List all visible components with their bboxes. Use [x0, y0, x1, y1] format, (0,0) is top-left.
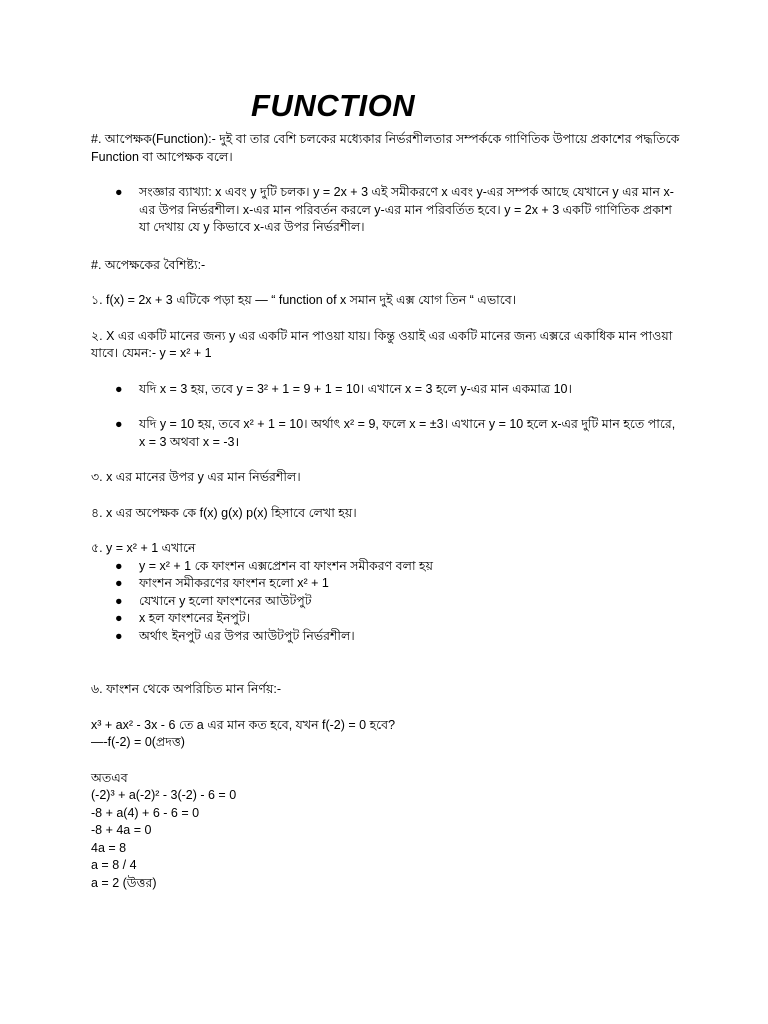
- feature-5-list: [91, 558, 681, 646]
- feature-4: ৪. x এর অপেক্ষক কে f(x) g(x) p(x) হিসাবে লেখা হয়।: [91, 505, 357, 520]
- feature-2-list: [91, 381, 681, 399]
- bullet-icon: ●: [115, 417, 123, 431]
- list-item-text: যদি x = 3 হয়, তবে y = 3² + 1 = 9 + 1 = 10। এখানে x = 3 হলে y-এর মান একমাত্র 10।: [139, 381, 572, 396]
- list-item-text: x হল ফাংশনের ইনপুট।: [139, 611, 251, 625]
- worked-example: [91, 717, 681, 893]
- list-item: [91, 575, 681, 593]
- given-condition: —-f(-2) = 0(প্রদত্ত): [91, 735, 185, 749]
- solution-step: (-2)³ + a(-2)² - 3(-2) - 6 = 0: [91, 788, 237, 802]
- bullet-icon: ●: [115, 185, 123, 199]
- bullet-icon: ●: [115, 628, 123, 643]
- list-item-text: যেখানে y হলো ফাংশনের আউটপুট: [139, 593, 312, 608]
- feature-2-list-2: [91, 416, 681, 451]
- bullet-icon: ●: [115, 381, 123, 396]
- list-item: [91, 628, 681, 646]
- list-item: [91, 610, 681, 628]
- definition-list: [91, 184, 681, 237]
- bullet-icon: ●: [115, 611, 123, 625]
- document-body: [91, 131, 681, 892]
- page-title: FUNCTION: [251, 88, 416, 123]
- list-item: [91, 558, 681, 576]
- feature-2: ২. X এর একটি মানের জন্য y এর একটি মান পাওয়া যায়। কিন্তু ওয়াই এর একটি মানের জন্য এক্সরে একাধিক মান পাওয়া যাবে। যেমন:- y = x² + 1: [91, 328, 673, 360]
- list-item: [91, 416, 681, 451]
- feature-3: ৩. x এর মানের উপর y এর মান নির্ভরশীল।: [91, 470, 301, 484]
- problem-statement: x³ + ax² - 3x - 6 তে a এর মান কত হবে, যখন f(-2) = 0 হবে?: [91, 717, 396, 732]
- therefore-label: অতএব: [91, 770, 128, 785]
- feature-1: ১. f(x) = 2x + 3 এটিকে পড়া হয় — “ function of x সমান দুই এক্স যোগ তিন “ এভাবে।: [91, 293, 517, 307]
- solution-step: -8 + 4a = 0: [91, 823, 152, 837]
- list-item: [91, 593, 681, 611]
- solution-step: -8 + a(4) + 6 - 6 = 0: [91, 805, 200, 820]
- list-item-text: যদি y = 10 হয়, তবে x² + 1 = 10। অর্থাৎ x² = 9, ফলে x = ±3। এখানে y = 10 হলে x-এর দুটি মান হতে পারে, x = 3 অথবা x = -3।: [139, 417, 676, 449]
- definition-paragraph: #. আপেক্ষক(Function):- দুই বা তার বেশি চলকের মধ্যেকার নির্ভরশীলতার সম্পর্ককে গাণিতিক উপায়ে প্রকাশের পদ্ধতিকে Function বা আপেক্ষক বলে।: [91, 132, 680, 164]
- list-item: [91, 381, 681, 399]
- bullet-icon: ●: [115, 593, 123, 608]
- feature-5: ৫. y = x² + 1 এখানে: [91, 541, 196, 555]
- feature-6: ৬. ফাংশন থেকে অপরিচিত মান নির্ণয়:-: [91, 682, 281, 696]
- features-heading: #. অপেক্ষকের বৈশিষ্ট্য:-: [91, 257, 206, 272]
- solution-step: a = 8 / 4: [91, 858, 137, 872]
- bullet-icon: ●: [115, 558, 123, 573]
- solution-step: 4a = 8: [91, 840, 127, 855]
- list-item: [91, 184, 681, 237]
- bullet-icon: ●: [115, 576, 123, 590]
- solution-answer: a = 2 (উত্তর): [91, 875, 157, 890]
- list-item-text: ফাংশন সমীকরণের ফাংশন হলো x² + 1: [139, 576, 329, 590]
- list-item-text: সংজ্ঞার ব্যাখ্যা: x এবং y দুটি চলক। y = 2x + 3 এই সমীকরণে x এবং y-এর সম্পর্ক আছে যেখানে y এর মান x-এর উপর নির্ভরশীল। x-এর মান পরিবর্তন করলে y-এর মান পরিবর্তিত হবে। y = 2x + 3 একটি গাণিতিক প্রকাশ যা দেখায় যে y কিভাবে x-এর উপর নির্ভরশীল।: [139, 185, 674, 234]
- list-item-text: y = x² + 1 কে ফাংশন এক্সপ্রেশন বা ফাংশন সমীকরণ বলা হয়: [139, 558, 433, 573]
- list-item-text: অর্থাৎ ইনপুট এর উপর আউটপুট নির্ভরশীল।: [139, 628, 355, 643]
